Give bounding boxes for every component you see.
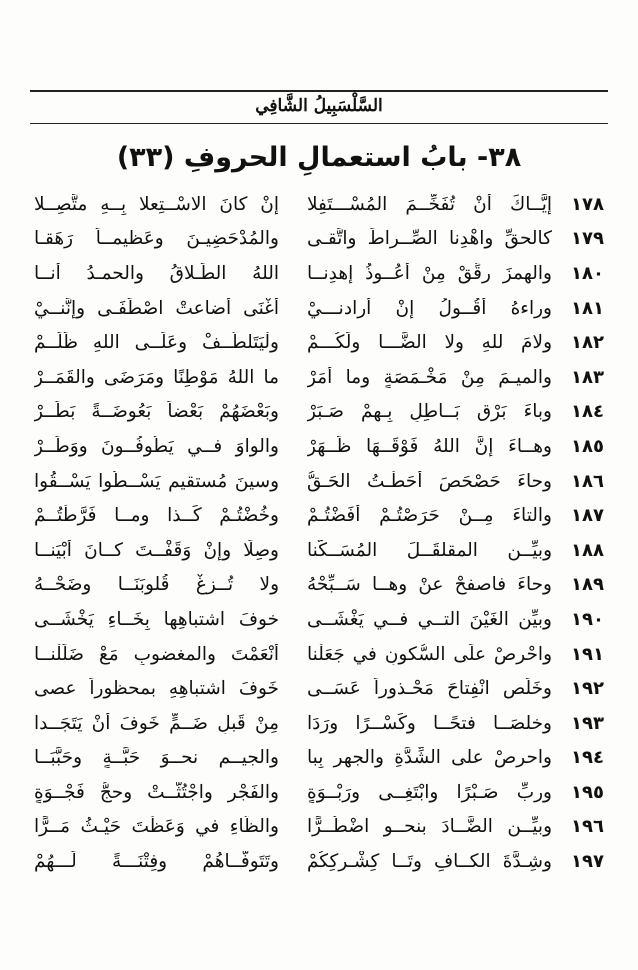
header-rule-top (30, 90, 608, 92)
verse-row (34, 602, 604, 637)
verse-number: ١٩٧ (571, 851, 604, 873)
verse-second-hemistich: ولْيَتَلطَّــفْ وعَلَــى اللهِ ظَلَــمْ (34, 332, 279, 354)
verse-row (34, 429, 604, 464)
verse-second-hemistich: إنْ كانَ الاسْــتِعلا بِــهِ متَّصِــلا (34, 193, 279, 215)
verse-number: ١٧٩ (571, 228, 604, 250)
verse-first-hemistich: وبيِّنِ الغَيْنَ التــي فــي يَغْشَــى (307, 608, 552, 630)
verse-row (34, 671, 604, 706)
verse-first-hemistich: وربِّ صَـبْرًا وابْتَغِــى ورَبْــوَةٍ (307, 781, 552, 803)
verse-number: ١٨١ (571, 297, 604, 319)
verse-number: ١٨٠ (571, 262, 604, 284)
verse-number: ١٨٩ (571, 574, 604, 596)
verse-first-hemistich: وحاءَ فاصفحْ عنْ وهــا سَــبِّحْهُ (307, 574, 552, 596)
verse-first-hemistich: والهمزَ رقِّقْ مِنْ أَعُــوذُ إِهدِنــا (307, 262, 552, 284)
verse-number: ١٩٠ (571, 608, 604, 630)
verse-number: ١٩٥ (571, 781, 604, 803)
verse-first-hemistich: وبيِّــنِ الضَّــادَ بنحــوِ اضْطُــرًّا (307, 816, 552, 838)
verse-second-hemistich: ما اللهُ مَوْطِنًا ومَرَضَى والقَمَــرْ (34, 366, 279, 388)
verse-second-hemistich: خوفَ اشتباهِها بِخَــاءِ يَخْشَــى (34, 608, 279, 630)
verse-first-hemistich: وبيِّــنِ المقلقَــلَ المُسَــكَّنا (307, 539, 552, 561)
verse-first-hemistich: وراءهُ أَقُــولُ إنْ أَرادنـــيْ (307, 297, 552, 319)
verse-first-hemistich: وهــاءَ إنَّ اللهُ فَوْقَــهَا ظَــهَرْ (307, 435, 552, 457)
verse-first-hemistich: والتاءَ مِــنْ حَرَصْتُـمْ أَفَضْتُـمْ (307, 505, 552, 527)
verse-number: ١٨٣ (571, 366, 604, 388)
verse-second-hemistich: أَنْعَمْتَ والمغضوبِ مَعْ ضَلَلْنــا (34, 643, 279, 665)
verse-number: ١٩٤ (571, 747, 604, 769)
verse-first-hemistich: وباءَ بَرْقٍ بَــاطِلٍ بِـهِمْ صَـبَرْ (307, 401, 552, 423)
verse-row (34, 775, 604, 810)
verse-first-hemistich: كالحقِّ واهْدِنا الصِّــراطَ واتَّقـى (307, 228, 552, 250)
verse-number: ١٩٣ (571, 712, 604, 734)
verse-row (34, 291, 604, 326)
verse-second-hemistich: مِنْ قَبلِ ضَــمٍّ خَوفَ أَنْ يَتَجَــدا (34, 712, 279, 734)
verse-number: ١٨٥ (571, 435, 604, 457)
verse-row (34, 844, 604, 879)
verse-second-hemistich: اللهُ الطَـلاقُ والحمـدُ أَنــا (34, 262, 279, 284)
verse-row (34, 325, 604, 360)
verse-number: ١٨٢ (571, 332, 604, 354)
verse-second-hemistich: ولا تُــزِغْ قُلوبَنَــا وضَحْــهُ (34, 574, 279, 596)
verse-row (34, 222, 604, 257)
verse-row (34, 360, 604, 395)
verse-first-hemistich: ولامَ للهِ ولا الضَّـــا ولَكُـــمْ (307, 332, 552, 354)
verse-first-hemistich: واحْرِصْ علَى السُّكونِ في جَعَلْنا (307, 643, 552, 665)
verse-first-hemistich: وحاءَ حَصْحَصَ أَحَطْـتُ الحَـقُّ (307, 470, 552, 492)
verse-number: ١٧٨ (571, 193, 604, 215)
verse-row (34, 187, 604, 222)
header-rule-bottom (30, 123, 608, 124)
verse-first-hemistich: والميـمَ مِنْ مَخْـمَصَةٍ وما أَمَرْ (307, 366, 552, 388)
verse-number: ١٩٦ (571, 816, 604, 838)
verse-list (34, 187, 604, 879)
verse-number: ١٩١ (571, 643, 604, 665)
verse-number: ١٨٦ (571, 470, 604, 492)
verse-second-hemistich: وبَعْضَهُمْ بَعْضاً بَعُوضَــةً بَطَــرْ (34, 401, 279, 423)
verse-first-hemistich: وشِـدَّةَ الكــافِ وتَــا كِشْـرِكِكُمْ (307, 851, 552, 873)
verse-second-hemistich: وتَتَوفَّــاهُمْ وفِتْنَـــةً لَـــهُمْ (34, 851, 279, 873)
verse-first-hemistich: وخلصَــا فتحًــا وكَسْــرًا ورَدَا (307, 712, 552, 734)
verse-row (34, 395, 604, 430)
verse-second-hemistich: والواوَ فــي يَطُوفُــونَ ووَطَــرْ (34, 435, 279, 457)
verse-row (34, 637, 604, 672)
verse-second-hemistich: وصِلًا وإنْ وَقَفْــتَ كــانَ أَبْيَنــا (34, 539, 279, 561)
verse-number: ١٨٧ (571, 505, 604, 527)
verse-second-hemistich: وسينَ مُستقيمِ يَسْــطُوا يَسْــقُوا (34, 470, 279, 492)
running-head: السَّلْسَبِيلُ الشَّافِي (255, 96, 383, 116)
verse-number: ١٨٤ (571, 401, 604, 423)
verse-second-hemistich: أَغْنَى أَضاعتْ اصْطَفَـى وإنَّنــيْ (34, 297, 279, 319)
verse-first-hemistich: إيَّــاكَ أَنْ تُفَخِّــمَ المُسْـــتَفِلا (307, 193, 552, 215)
verse-first-hemistich: واحرصْ على الشِّدَّةِ والجهرِ بِبا (307, 747, 552, 769)
chapter-title: ٣٨- بابُ استعمالِ الحروفِ (٣٣) (116, 142, 522, 173)
verse-row (34, 256, 604, 291)
verse-row (34, 568, 604, 603)
verse-row (34, 498, 604, 533)
verse-second-hemistich: خَوفَ اشتباهِهِ بمحظوراً عصى (34, 678, 279, 700)
verse-row (34, 741, 604, 776)
verse-row (34, 810, 604, 845)
verse-row (34, 706, 604, 741)
verse-second-hemistich: والمُدْحَضِيـنَ وعَظيمــاً رَهَقـا (34, 228, 279, 250)
verse-second-hemistich: وخُضْتُـمْ كَــذا ومــا فَرَّطْتُــمْ (34, 505, 279, 527)
verse-row (34, 464, 604, 499)
verse-second-hemistich: والفَجْرِ واجْتُثَّــتْ وحجُّ فَجْــوَةٍ (34, 781, 279, 803)
verse-row (34, 533, 604, 568)
verse-second-hemistich: والجيــمِ نحــوَ حَبَّــةٍ وحَبَّبَــا (34, 747, 279, 769)
verse-first-hemistich: وخَلِّصِ انْفِتاحَ مَحْـذوراً عَسَــى (307, 678, 552, 700)
verse-number: ١٩٢ (571, 678, 604, 700)
verse-number: ١٨٨ (571, 539, 604, 561)
verse-second-hemistich: والظَّاءِ في وَعَظْتَ حَيْـثُ مَــرًّا (34, 816, 279, 838)
